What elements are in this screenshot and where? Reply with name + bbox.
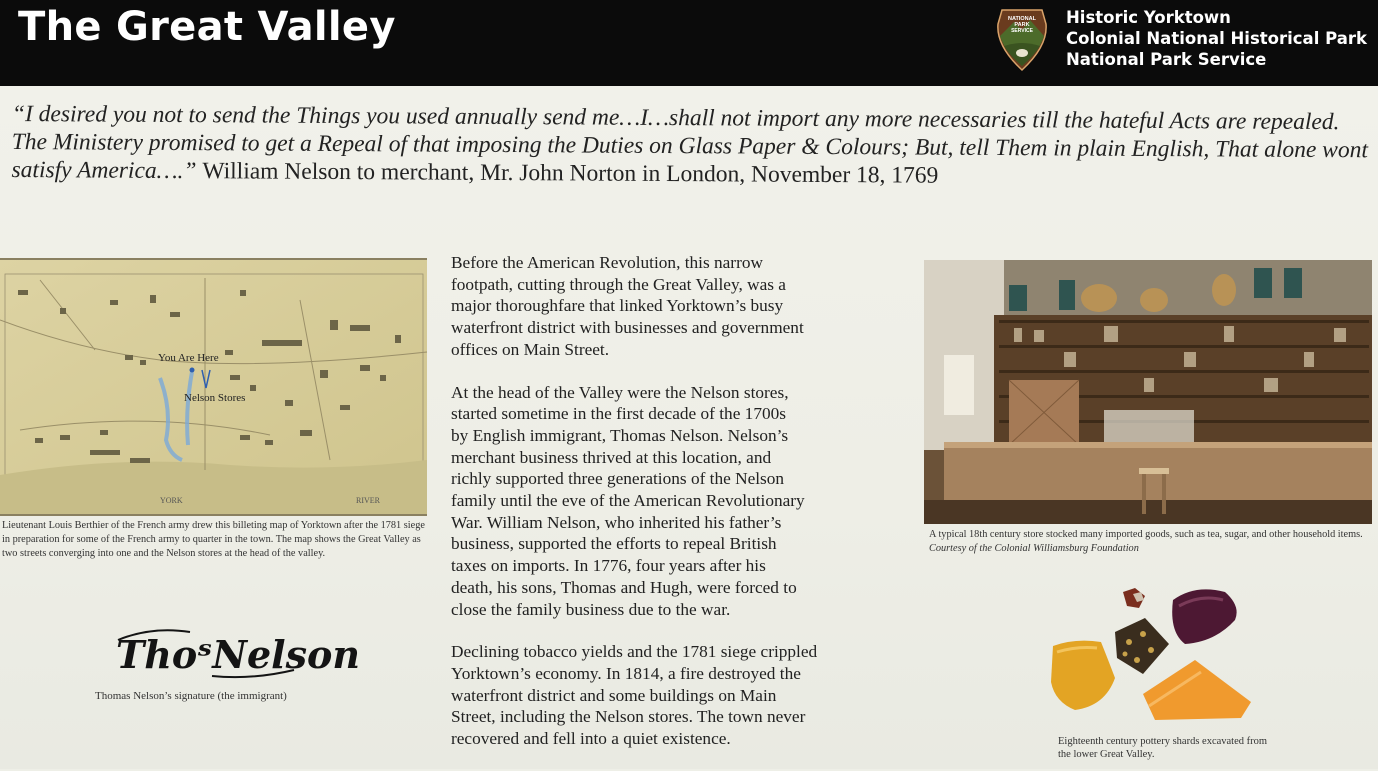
body-paragraph-1 — [451, 252, 921, 361]
map-label-you-are-here: You Are Here — [158, 352, 219, 364]
page-title: The Great Valley — [18, 4, 396, 50]
p3-line-4: Street, including the Nelson stores. The town never — [451, 707, 806, 727]
nelson-signature — [112, 620, 360, 686]
p3-line-3: waterfront district and some buildings on Main — [451, 685, 777, 705]
p2-line-1: At the head of the Valley were the Nelson stores, — [451, 382, 789, 402]
p1-line-2: footpath, cutting through the Great Valley, was a — [451, 274, 786, 294]
agency-line-2: Colonial National Historical Park — [1066, 29, 1367, 48]
agency-line-3: National Park Service — [1066, 50, 1267, 69]
p2-line-8: business, supported the efforts to repeal British — [451, 534, 777, 554]
main-body-text — [451, 252, 921, 771]
p2-line-4: merchant business thrived at this location, and — [451, 447, 772, 467]
p2-line-7: War. William Nelson, who inherited his father’s — [451, 512, 782, 532]
p2-line-6: family until the eve of the American Revolutionary — [451, 491, 805, 511]
p2-line-3: by English immigrant, Thomas Nelson. Nelson’s — [451, 425, 789, 445]
svg-text:NATIONAL: NATIONAL — [1007, 16, 1037, 22]
signature-caption: Thomas Nelson’s signature (the immigrant) — [95, 690, 287, 702]
signature-script: ThoˢNelson — [116, 632, 360, 677]
map-label-york: YORK — [160, 496, 183, 505]
historic-quote — [11, 100, 1371, 192]
p3-line-5: recovered and fell into a quiet existence. — [451, 729, 731, 749]
map-label-nelson-stores: Nelson Stores — [184, 392, 246, 404]
quote-attribution: William Nelson to merchant, Mr. John Norton in London, November 18, 1769 — [202, 158, 939, 189]
store-caption-text: A typical 18th century store stocked many imported goods, such as tea, sugar, and other household items. — [929, 529, 1363, 540]
store-photo-courtesy: Courtesy of the Colonial Williamsburg Foundation — [929, 543, 1139, 554]
nps-arrowhead-logo-icon — [994, 6, 1050, 72]
store-photo-caption — [929, 528, 1369, 556]
map-drawing — [0, 260, 427, 514]
body-paragraph-2 — [451, 382, 921, 621]
pottery-shards-photo — [1045, 582, 1260, 730]
svg-text:SERVICE: SERVICE — [1011, 28, 1033, 34]
body-paragraph-3 — [451, 641, 921, 750]
p1-line-3: major thoroughfare that linked Yorktown’s busy — [451, 296, 784, 316]
store-photo-drawing — [924, 260, 1372, 524]
p1-line-4: waterfront district with businesses and government — [451, 318, 804, 338]
p3-line-1: Declining tobacco yields and the 1781 siege crippled — [451, 642, 818, 662]
p2-line-9: taxes on imports. In 1776, four years after his — [451, 556, 766, 576]
p2-line-2: started sometime in the first decade of the 1700s — [451, 404, 786, 424]
map-caption: Lieutenant Louis Berthier of the French army drew this billeting map of Yorktown after the 1781 siege in preparation for some of the French army to quarter in the town. The map shows the Great Valley as two streets converging into one and the Nelson stores at the head of the valley. — [2, 520, 425, 559]
store-interior-photo — [924, 260, 1372, 524]
svg-text:PARK: PARK — [1014, 22, 1030, 28]
shards-caption: Eighteenth century pottery shards excavated from the lower Great Valley. — [1058, 736, 1268, 760]
map-label-river: RIVER — [356, 496, 380, 505]
header-band — [0, 0, 1378, 86]
agency-block — [1066, 7, 1367, 70]
agency-line-1: Historic Yorktown — [1066, 8, 1231, 27]
p1-line-1: Before the American Revolution, this narrow — [451, 253, 763, 272]
p3-line-2: Yorktown’s economy. In 1814, a fire destroyed the — [451, 663, 801, 683]
p1-line-5: offices on Main Street. — [451, 339, 610, 359]
quote-text: “I desired you not to send the Things you used annually send me…I…shall not import any more necessaries till the hateful Acts are repealed. The Ministery promised to get a Repeal of that imposing the Duties on Glass Paper & Colours; But, tell Them in plain English, That alone wont satisfy America….” — [11, 100, 1369, 185]
p2-line-10: death, his sons, Thomas and Hugh, were forced to — [451, 577, 797, 597]
p2-line-5: richly supported three generations of the Nelson — [451, 469, 785, 489]
billeting-map — [0, 258, 427, 516]
p2-line-11: close the family business due to the war. — [451, 599, 731, 619]
